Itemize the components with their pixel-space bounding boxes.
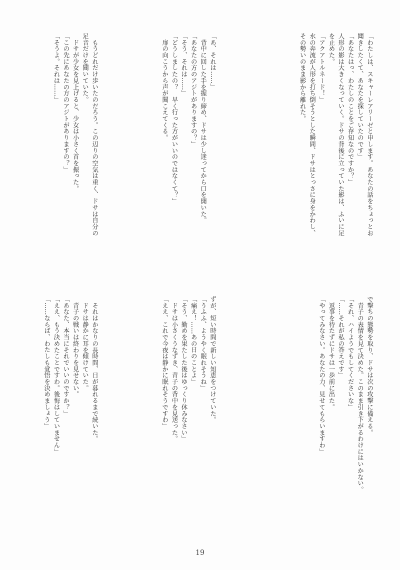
lower-right-paragraphs: で撃ちの態勢を取り、ドサは次の攻撃に備える。 青子の表情を見て決めた。このまま引き下がるわけにはいかない。 「それ、ハイようでもしてくださいな」 「……それが私の答えです」 返事を待たずにドサは一歩前に出た。 「やってみなさい。あなたの力、見せてもらいますわ」: [317, 296, 373, 493]
upper-middle-text-block: [123, 33, 236, 241]
upper-right-text-block: [243, 33, 393, 241]
upper-middle-paragraphs: 「あ、それは……」 背中に回した手を握り締め、ドサは少し迷ってから口を開いた。 「あなたの方のアジトがありますの？」 「そう、それは……」 「どうしましたの？ 早く行った方がいいのではなくて？」 扉の向こうから声が聞こえてくる。: [160, 33, 216, 224]
lower-middle-text-block: [123, 296, 236, 506]
lower-middle-paragraphs: ずが、短い時間で新しい知恵をつけていた。 「うふふ、ようやく眠れそうね」 「痛え！……あの日のことよ」 「そう、勤めを果たした後はゆっくり休みなさい」 ドサは小さくうなずき、青子の背中を見送った。 「ええ、これで今夜は静かに眠れそうですわ」: [160, 296, 216, 443]
upper-right-paragraphs: 「わたしは、スキャーレアリーゼと申します。あなたの話をちょっとお聞きしたくて、あなたを探していたのです」 「あなたはっ、わたしのことをご存知なのですか？」 人形の影は大きくなっていく。ドサの背後に立っていた影は、ふいに足を止めた。 「アクアトルネード！」 水の奔流が人形を打ち倒そうとした瞬間、ドサはとっさに身をかわし、その勢いのまま影から離れた。: [298, 33, 373, 237]
page-number: 19: [195, 549, 205, 557]
lower-right-text-block: [243, 296, 393, 506]
lower-left-paragraphs: それはかなりの長時間、日が暮れるまで続いた。 ドサは静かに耳を傾けていた。 青子の戦いは終わりを見せない。 「あなた、本当にそれでいいのですか？」 「ええ、もう決めたことですわ。後悔はしていません」 「……ならば、わたしも覚悟を決めましょう」: [42, 296, 98, 455]
upper-left-paragraphs: もうどれだけ歩いたのだろう。この辺りの空気は重く、ドサは自分の足音だけを聞いていた。 ドサが少女を見上げると、少女は小さく首を振った。 「この先にあなたの方のアジトがありますの？」 「そうよ。それは……」: [52, 33, 98, 237]
upper-text-tier: [0, 0, 400, 237]
lower-left-text-block: [8, 296, 118, 506]
upper-left-text-block: [8, 33, 118, 241]
